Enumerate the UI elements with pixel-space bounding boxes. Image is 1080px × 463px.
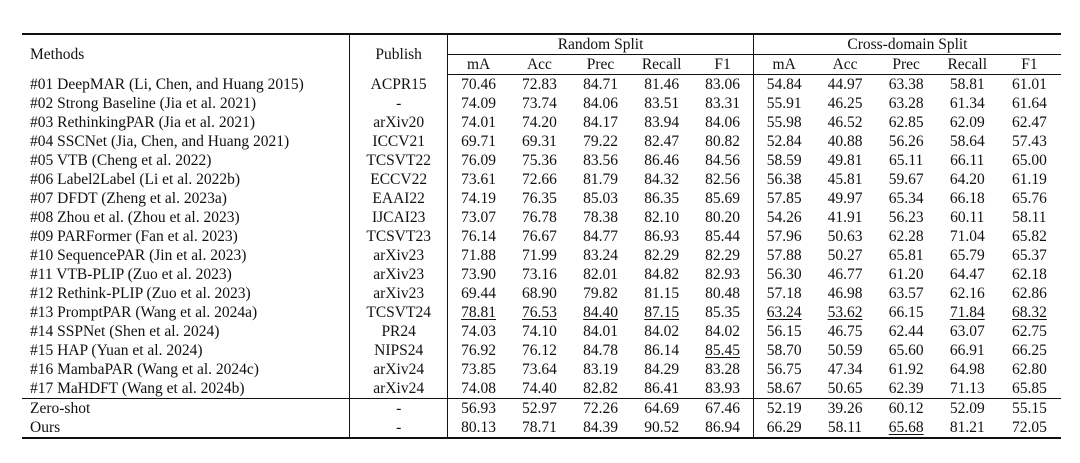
value-cell: 66.91	[949, 342, 985, 359]
value-cell: 50.65	[814, 379, 875, 399]
value-cell: 58.11	[814, 418, 875, 438]
method-cell: #05 VTB (Cheng et al. 2022)	[30, 152, 212, 169]
value-cell: 83.24	[583, 247, 618, 264]
value-cell: 58.59	[753, 151, 814, 170]
value-cell: 75.36	[521, 152, 557, 169]
value-cell: 84.02	[705, 323, 740, 340]
value-cell: 56.75	[753, 360, 814, 379]
value-cell: 52.19	[753, 399, 814, 419]
table-row	[22, 227, 1061, 246]
table-row	[22, 246, 1061, 265]
publish-cell: arXiv24	[350, 360, 448, 379]
metric-header: Recall	[937, 55, 998, 75]
value-cell: 66.15	[888, 304, 924, 321]
header-row-groups	[22, 34, 1061, 55]
table-row	[22, 341, 1061, 360]
value-cell: 82.29	[705, 247, 740, 264]
method-cell: #02 Strong Baseline (Jia et al. 2021)	[30, 95, 256, 112]
publish-cell: -	[350, 399, 448, 419]
value-cell: 79.82	[583, 285, 618, 302]
value-cell: 84.29	[644, 361, 680, 378]
publish-cell: ECCV22	[350, 170, 448, 189]
method-cell: #15 HAP (Yuan et al. 2024)	[30, 342, 203, 359]
value-cell: 46.25	[827, 95, 863, 112]
publish-cell: NIPS24	[350, 341, 448, 360]
publish-cell: PR24	[350, 322, 448, 341]
value-cell: 62.86	[1011, 285, 1047, 302]
value-cell: 39.26	[827, 400, 863, 417]
value-cell: 52.09	[949, 400, 985, 417]
value-cell: 61.34	[949, 95, 985, 112]
metric-header: F1	[998, 55, 1061, 75]
value-cell: 84.39	[570, 418, 631, 438]
table-row	[22, 170, 1061, 189]
value-cell: 85.45	[705, 342, 740, 359]
value-cell: 66.25	[1011, 342, 1047, 359]
value-cell: 65.82	[1011, 228, 1047, 245]
value-cell: 56.23	[888, 209, 924, 226]
value-cell: 82.29	[644, 247, 680, 264]
publish-cell: ACPR15	[350, 75, 448, 95]
value-cell: 84.06	[705, 114, 740, 131]
table-row	[22, 151, 1061, 170]
value-cell: 47.34	[827, 361, 863, 378]
value-cell: 84.82	[644, 266, 680, 283]
table-row	[22, 399, 1061, 419]
value-cell: 82.01	[583, 266, 618, 283]
value-cell: 72.83	[521, 76, 557, 93]
publish-cell: -	[350, 418, 448, 438]
value-cell: 85.03	[583, 190, 618, 207]
value-cell: 79.22	[583, 133, 618, 150]
table-row	[22, 303, 1061, 322]
value-cell: 81.46	[644, 76, 680, 93]
value-cell: 52.97	[521, 400, 557, 417]
value-cell: 50.59	[827, 342, 863, 359]
value-cell: 59.67	[888, 171, 924, 188]
table-row	[22, 418, 1061, 438]
publish-cell: arXiv23	[350, 265, 448, 284]
value-cell: 78.71	[509, 418, 570, 438]
value-cell: 78.81	[448, 303, 509, 322]
value-cell: 83.31	[705, 95, 740, 112]
value-cell: 64.20	[949, 171, 985, 188]
value-cell: 63.07	[949, 323, 985, 340]
value-cell: 62.80	[1011, 361, 1047, 378]
value-cell: 78.38	[583, 209, 618, 226]
value-cell: 66.11	[950, 152, 985, 169]
table-row	[22, 189, 1061, 208]
publish-cell: IJCAI23	[350, 208, 448, 227]
value-cell: 84.06	[583, 95, 618, 112]
value-cell: 84.40	[583, 304, 618, 321]
value-cell: 68.90	[521, 285, 557, 302]
value-cell: 55.98	[753, 113, 814, 132]
value-cell: 55.91	[753, 94, 814, 113]
value-cell: 86.41	[631, 379, 692, 399]
value-cell: 72.66	[521, 171, 557, 188]
metric-header: Recall	[631, 55, 692, 75]
value-cell: 46.52	[827, 114, 863, 131]
value-cell: 56.30	[753, 265, 814, 284]
value-cell: 61.92	[888, 361, 924, 378]
value-cell: 82.47	[644, 133, 680, 150]
value-cell: 73.07	[448, 208, 509, 227]
value-cell: 76.09	[448, 151, 509, 170]
value-cell: 60.11	[950, 209, 985, 226]
value-cell: 72.05	[998, 418, 1061, 438]
value-cell: 65.68	[876, 418, 937, 438]
value-cell: 72.26	[583, 400, 618, 417]
value-cell: 66.29	[753, 418, 814, 438]
value-cell: 81.79	[583, 171, 618, 188]
method-cell: #07 DFDT (Zheng et al. 2023a)	[30, 190, 227, 207]
value-cell: 60.12	[888, 400, 924, 417]
value-cell: 53.62	[827, 304, 863, 321]
method-cell: #06 Label2Label (Li et al. 2022b)	[30, 171, 241, 188]
value-cell: 83.93	[692, 379, 753, 399]
table-row	[22, 132, 1061, 151]
method-cell: #10 SequencePAR (Jin et al. 2023)	[30, 247, 247, 264]
value-cell: 64.69	[644, 400, 680, 417]
table-row	[22, 284, 1061, 303]
value-cell: 73.64	[521, 361, 557, 378]
table-row	[22, 208, 1061, 227]
value-cell: 62.44	[888, 323, 924, 340]
value-cell: 80.48	[705, 285, 740, 302]
publish-cell: EAAI22	[350, 189, 448, 208]
table-row	[22, 322, 1061, 341]
metric-header: mA	[448, 55, 509, 75]
method-cell: Zero-shot	[30, 400, 91, 417]
publish-cell: TCSVT24	[350, 303, 448, 322]
value-cell: 83.28	[705, 361, 740, 378]
publish-cell: arXiv23	[350, 246, 448, 265]
value-cell: 74.10	[521, 323, 557, 340]
value-cell: 71.04	[949, 228, 985, 245]
value-cell: 70.46	[448, 75, 509, 95]
value-cell: 84.78	[583, 342, 618, 359]
value-cell: 84.77	[583, 228, 618, 245]
value-cell: 73.16	[521, 266, 557, 283]
value-cell: 76.12	[521, 342, 557, 359]
value-cell: 44.97	[827, 76, 863, 93]
value-cell: 65.79	[949, 247, 985, 264]
value-cell: 46.98	[827, 285, 863, 302]
value-cell: 63.28	[888, 95, 924, 112]
value-cell: 49.97	[827, 190, 863, 207]
publish-cell: arXiv20	[350, 113, 448, 132]
value-cell: 74.40	[509, 379, 570, 399]
value-cell: 65.00	[1011, 152, 1047, 169]
value-cell: 55.15	[1011, 400, 1047, 417]
value-cell: 65.37	[1011, 247, 1047, 264]
value-cell: 86.94	[692, 418, 753, 438]
value-cell: 57.18	[753, 284, 814, 303]
metric-header: Prec	[876, 55, 937, 75]
value-cell: 62.75	[1011, 323, 1047, 340]
metric-header: Acc	[814, 55, 875, 75]
value-cell: 85.69	[705, 190, 740, 207]
method-cell: #11 VTB-PLIP (Zuo et al. 2023)	[30, 266, 232, 283]
value-cell: 46.75	[827, 323, 863, 340]
comparison-table	[22, 33, 1061, 439]
value-cell: 84.56	[705, 152, 740, 169]
publish-cell: ICCV21	[350, 132, 448, 151]
value-cell: 62.47	[1011, 114, 1047, 131]
method-cell: #08 Zhou et al. (Zhou et al. 2023)	[30, 209, 240, 226]
value-cell: 73.74	[521, 95, 557, 112]
table-row	[22, 379, 1061, 399]
value-cell: 62.28	[888, 228, 924, 245]
value-cell: 63.24	[753, 303, 814, 322]
method-cell: #09 PARFormer (Fan et al. 2023)	[30, 228, 238, 245]
value-cell: 49.81	[827, 152, 863, 169]
value-cell: 84.71	[583, 76, 618, 93]
metric-header: F1	[692, 55, 753, 75]
value-cell: 62.16	[949, 285, 985, 302]
value-cell: 86.14	[644, 342, 680, 359]
value-cell: 58.81	[949, 76, 985, 93]
table-body	[22, 75, 1061, 439]
method-cell: #13 PromptPAR (Wang et al. 2024a)	[30, 304, 258, 321]
value-cell: 76.35	[521, 190, 557, 207]
metric-header: Prec	[570, 55, 631, 75]
value-cell: 73.85	[448, 360, 509, 379]
value-cell: 63.57	[888, 285, 924, 302]
value-cell: 54.84	[753, 75, 814, 95]
value-cell: 62.09	[949, 114, 985, 131]
value-cell: 41.91	[827, 209, 863, 226]
value-cell: 81.15	[644, 285, 680, 302]
value-cell: 86.46	[644, 152, 680, 169]
value-cell: 56.38	[753, 170, 814, 189]
value-cell: 57.85	[753, 189, 814, 208]
value-cell: 40.88	[827, 133, 863, 150]
value-cell: 84.01	[583, 323, 618, 340]
value-cell: 74.09	[448, 94, 509, 113]
value-cell: 58.11	[1012, 209, 1047, 226]
value-cell: 84.32	[644, 171, 680, 188]
method-cell: Ours	[22, 418, 350, 438]
value-cell: 68.32	[1011, 304, 1047, 321]
value-cell: 64.98	[949, 361, 985, 378]
value-cell: 85.35	[705, 304, 740, 321]
value-cell: 82.10	[644, 209, 680, 226]
method-cell: #17 MaHDFT (Wang et al. 2024b)	[22, 379, 350, 399]
value-cell: 63.38	[888, 76, 924, 93]
publish-cell: TCSVT23	[350, 227, 448, 246]
value-cell: 57.88	[753, 246, 814, 265]
publish-cell: -	[350, 94, 448, 113]
value-cell: 83.56	[583, 152, 618, 169]
value-cell: 45.81	[827, 171, 863, 188]
value-cell: 74.01	[448, 113, 509, 132]
method-cell: #16 MambaPAR (Wang et al. 2024c)	[30, 361, 259, 378]
value-cell: 58.67	[753, 379, 814, 399]
value-cell: 56.15	[753, 322, 814, 341]
method-cell: #03 RethinkingPAR (Jia et al. 2021)	[30, 114, 256, 131]
method-cell: #04 SSCNet (Jia, Chen, and Huang 2021)	[30, 133, 290, 150]
publish-cell: arXiv23	[350, 284, 448, 303]
value-cell: 56.26	[888, 133, 924, 150]
value-cell: 65.11	[888, 152, 924, 169]
value-cell: 57.96	[753, 227, 814, 246]
value-cell: 74.20	[521, 114, 557, 131]
value-cell: 87.15	[644, 304, 680, 321]
table-row	[22, 113, 1061, 132]
value-cell: 84.02	[644, 323, 680, 340]
value-cell: 83.19	[583, 361, 618, 378]
value-cell: 58.64	[949, 133, 985, 150]
value-cell: 80.82	[705, 133, 740, 150]
method-cell: #12 Rethink-PLIP (Zuo et al. 2023)	[30, 285, 251, 302]
value-cell: 84.17	[583, 114, 618, 131]
value-cell: 76.14	[448, 227, 509, 246]
table-row	[22, 360, 1061, 379]
value-cell: 86.35	[644, 190, 680, 207]
value-cell: 80.20	[705, 209, 740, 226]
table-row	[22, 94, 1061, 113]
value-cell: 76.67	[521, 228, 557, 245]
value-cell: 82.93	[705, 266, 740, 283]
value-cell: 61.64	[1011, 95, 1047, 112]
value-cell: 54.26	[753, 208, 814, 227]
table-row	[22, 265, 1061, 284]
value-cell: 71.84	[949, 304, 985, 321]
value-cell: 73.90	[448, 265, 509, 284]
value-cell: 69.71	[448, 132, 509, 151]
random-split-header: Random Split	[448, 34, 754, 55]
value-cell: 46.77	[827, 266, 863, 283]
value-cell: 71.13	[937, 379, 998, 399]
value-cell: 50.27	[827, 247, 863, 264]
value-cell: 58.70	[753, 341, 814, 360]
value-cell: 71.88	[448, 246, 509, 265]
value-cell: 62.18	[1011, 266, 1047, 283]
value-cell: 76.78	[521, 209, 557, 226]
value-cell: 80.13	[448, 418, 509, 438]
value-cell: 65.81	[888, 247, 924, 264]
value-cell: 50.63	[827, 228, 863, 245]
value-cell: 56.93	[448, 399, 509, 419]
value-cell: 82.56	[705, 171, 740, 188]
methods-header: Methods	[22, 34, 350, 75]
value-cell: 62.39	[876, 379, 937, 399]
value-cell: 66.18	[949, 190, 985, 207]
value-cell: 62.85	[888, 114, 924, 131]
value-cell: 69.31	[521, 133, 557, 150]
value-cell: 74.03	[448, 322, 509, 341]
value-cell: 61.20	[888, 266, 924, 283]
method-cell: #01 DeepMAR (Li, Chen, and Huang 2015)	[30, 75, 304, 93]
value-cell: 81.21	[937, 418, 998, 438]
value-cell: 57.43	[1011, 133, 1047, 150]
value-cell: 74.08	[448, 379, 509, 399]
value-cell: 69.44	[448, 284, 509, 303]
metric-header: Acc	[509, 55, 570, 75]
value-cell: 67.46	[705, 400, 740, 417]
value-cell: 52.84	[753, 132, 814, 151]
cross-domain-split-header: Cross-domain Split	[753, 34, 1061, 55]
publish-cell: arXiv24	[350, 379, 448, 399]
value-cell: 65.76	[1011, 190, 1047, 207]
value-cell: 82.82	[570, 379, 631, 399]
value-cell: 83.51	[644, 95, 680, 112]
value-cell: 85.44	[705, 228, 740, 245]
value-cell: 61.19	[1011, 171, 1047, 188]
value-cell: 83.06	[705, 76, 740, 93]
value-cell: 61.01	[1011, 76, 1047, 93]
publish-header: Publish	[350, 34, 448, 75]
value-cell: 74.19	[448, 189, 509, 208]
value-cell: 64.47	[949, 266, 985, 283]
value-cell: 65.85	[998, 379, 1061, 399]
value-cell: 65.60	[888, 342, 924, 359]
value-cell: 73.61	[448, 170, 509, 189]
method-cell: #14 SSPNet (Shen et al. 2024)	[30, 323, 220, 340]
value-cell: 76.53	[521, 304, 557, 321]
metric-header: mA	[753, 55, 814, 75]
publish-cell: TCSVT22	[350, 151, 448, 170]
value-cell: 65.34	[888, 190, 924, 207]
value-cell: 76.92	[448, 341, 509, 360]
value-cell: 71.99	[521, 247, 557, 264]
value-cell: 90.52	[631, 418, 692, 438]
value-cell: 86.93	[644, 228, 680, 245]
table-row	[22, 75, 1061, 95]
value-cell: 83.94	[644, 114, 680, 131]
